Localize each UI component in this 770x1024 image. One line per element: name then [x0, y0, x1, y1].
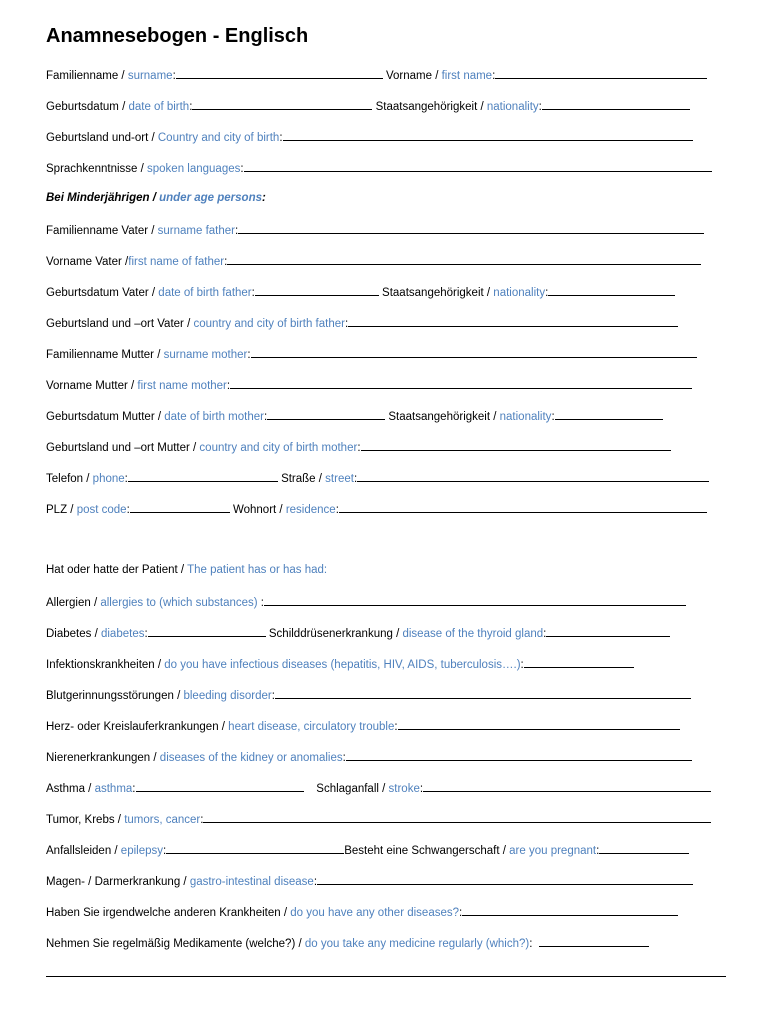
form-row-heart: Herz- oder Kreislauferkrankungen / heart disease, circulatory trouble:	[46, 718, 680, 734]
form-row-infectious: Infektionskrankheiten / do you have infectious diseases (hepatitis, HIV, AIDS, tuberculosis….):	[46, 656, 634, 672]
gastro-field[interactable]	[317, 873, 693, 885]
nationality-field[interactable]	[542, 98, 690, 110]
form-row-allergies: Allergien / allergies to (which substances) :	[46, 594, 686, 610]
form-row-bleeding: Blutgerinnungsstörungen / bleeding disorder:	[46, 687, 691, 703]
form-row-first-name-father: Vorname Vater /first name of father:	[46, 253, 701, 269]
allergies-field[interactable]	[264, 594, 686, 606]
form-row-birth: Geburtsdatum / date of birth: Staatsangehörigkeit / nationality:	[46, 98, 690, 114]
form-row-surname-father: Familienname Vater / surname father:	[46, 222, 704, 238]
form-row-first-name-mother: Vorname Mutter / first name mother:	[46, 377, 692, 393]
medicine-field[interactable]	[539, 935, 649, 947]
infectious-field[interactable]	[524, 656, 634, 668]
diabetes-field[interactable]	[148, 625, 266, 637]
stroke-field[interactable]	[423, 780, 711, 792]
languages-field[interactable]	[244, 160, 712, 172]
pregnant-field[interactable]	[599, 842, 689, 854]
birthplace-field[interactable]	[283, 129, 693, 141]
asthma-field[interactable]	[136, 780, 304, 792]
nationality-mother-field[interactable]	[555, 408, 663, 420]
section-minors: Bei Minderjährigen / under age persons:	[46, 192, 266, 204]
date-of-birth-field[interactable]	[192, 98, 372, 110]
form-row-diabetes-thyroid: Diabetes / diabetes: Schilddrüsenerkrankung / disease of the thyroid gland:	[46, 625, 670, 641]
form-row-birthplace-mother: Geburtsland und –ort Mutter / country and city of birth mother:	[46, 439, 671, 455]
birthplace-mother-field[interactable]	[361, 439, 671, 451]
thyroid-field[interactable]	[546, 625, 670, 637]
heart-field[interactable]	[398, 718, 680, 730]
phone-field[interactable]	[128, 470, 278, 482]
page-title: Anamnesebogen - Englisch	[46, 25, 309, 47]
street-field[interactable]	[357, 470, 709, 482]
first-name-mother-field[interactable]	[230, 377, 692, 389]
surname-field[interactable]	[176, 67, 383, 79]
form-row-birth-mother: Geburtsdatum Mutter / date of birth mother: Staatsangehörigkeit / nationality:	[46, 408, 663, 424]
nationality-father-field[interactable]	[548, 284, 675, 296]
kidney-field[interactable]	[346, 749, 692, 761]
form-row-tumor: Tumor, Krebs / tumors, cancer:	[46, 811, 711, 827]
first-name-father-field[interactable]	[227, 253, 701, 265]
form-row-asthma-stroke: Asthma / asthma: Schlaganfall / stroke:	[46, 780, 711, 796]
birthplace-father-field[interactable]	[348, 315, 678, 327]
date-of-birth-father-field[interactable]	[255, 284, 379, 296]
form-row-name: Familienname / surname: Vorname / first name:	[46, 67, 707, 83]
first-name-field[interactable]	[495, 67, 707, 79]
form-row-surname-mother: Familienname Mutter / surname mother:	[46, 346, 697, 362]
form-row-medicine: Nehmen Sie regelmäßig Medikamente (welche?) / do you take any medicine regularly (which?):	[46, 935, 649, 951]
form-row-birthplace: Geburtsland und-ort / Country and city of birth:	[46, 129, 693, 145]
form-row-address: PLZ / post code: Wohnort / residence:	[46, 501, 707, 517]
other-diseases-field[interactable]	[462, 904, 678, 916]
section-patient-history: Hat oder hatte der Patient / The patient has or has had:	[46, 564, 328, 576]
form-row-birthplace-father: Geburtsland und –ort Vater / country and city of birth father:	[46, 315, 678, 331]
epilepsy-field[interactable]	[166, 842, 344, 854]
form-row-contact: Telefon / phone: Straße / street:	[46, 470, 709, 486]
surname-father-field[interactable]	[238, 222, 704, 234]
form-row-gastro: Magen- / Darmerkrankung / gastro-intestinal disease:	[46, 873, 693, 889]
surname-mother-field[interactable]	[251, 346, 697, 358]
medicine-continuation-line[interactable]	[46, 976, 726, 977]
form-row-kidney: Nierenerkrankungen / diseases of the kidney or anomalies:	[46, 749, 692, 765]
bleeding-field[interactable]	[275, 687, 691, 699]
tumor-field[interactable]	[203, 811, 711, 823]
date-of-birth-mother-field[interactable]	[267, 408, 385, 420]
post-code-field[interactable]	[130, 501, 230, 513]
form-row-epilepsy-pregnant: Anfallsleiden / epilepsy: Besteht eine Schwangerschaft / are you pregnant:	[46, 842, 689, 858]
form-row-birth-father: Geburtsdatum Vater / date of birth father: Staatsangehörigkeit / nationality:	[46, 284, 675, 300]
form-row-other: Haben Sie irgendwelche anderen Krankheiten / do you have any other diseases?:	[46, 904, 678, 920]
form-row-languages: Sprachkenntnisse / spoken languages:	[46, 160, 712, 176]
residence-field[interactable]	[339, 501, 707, 513]
